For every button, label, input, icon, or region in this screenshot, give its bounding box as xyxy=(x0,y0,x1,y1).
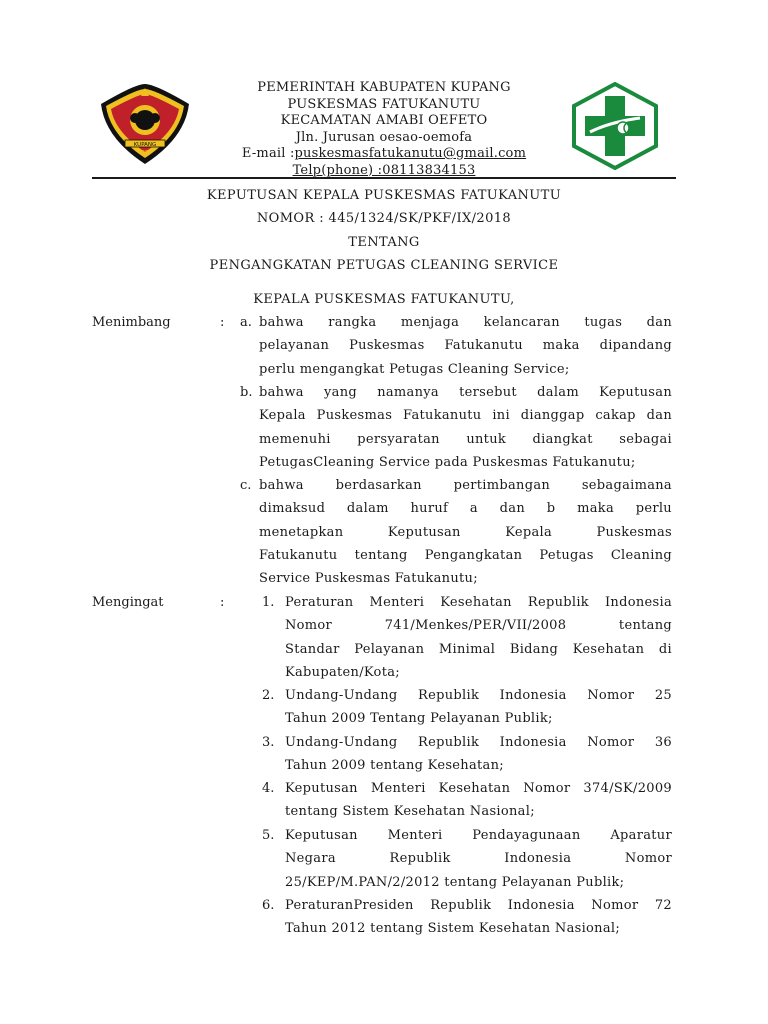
menimbang-a-line: bahwa rangka menjaga kelancaran tugas dan xyxy=(259,315,672,330)
kupang-regency-emblem-logo xyxy=(95,82,195,166)
phone-text: Telp(phone) :08113834153 xyxy=(292,162,476,178)
menimbang-c-line: Fatukanutu tentang Pengangkatan Petugas Cleaning xyxy=(259,547,672,563)
mengingat-colon: : xyxy=(220,595,225,610)
menimbang-a-line: perlu mengangkat Petugas Cleaning Service; xyxy=(259,361,570,377)
mengingat-num-3: 3. xyxy=(262,735,275,750)
menimbang-colon: : xyxy=(220,315,225,330)
left-logo-banner: KUPANG xyxy=(133,142,157,148)
mengingat-num-4: 4. xyxy=(262,781,275,796)
mengingat-5-line: Keputusan Menteri Pendayagunaan Aparatur xyxy=(285,828,672,843)
mengingat-item-5 xyxy=(285,824,672,894)
mengingat-label: Mengingat xyxy=(92,595,164,610)
letterhead-text xyxy=(210,80,558,179)
mengingat-item-6 xyxy=(285,894,672,941)
puskesmas-health-logo xyxy=(570,82,660,170)
menimbang-a-line: pelayanan Puskesmas Fatukanutu maka dipandang xyxy=(259,338,672,354)
mengingat-1-line: Nomor 741/Menkes/PER/VII/2008 tentang xyxy=(285,618,672,634)
menimbang-item-a xyxy=(259,311,672,381)
menimbang-b-line: bahwa yang namanya tersebut dalam Keputusan xyxy=(259,385,672,400)
menimbang-item-c xyxy=(259,474,672,590)
menimbang-c-line: Service Puskesmas Fatukanutu; xyxy=(259,571,478,587)
letterhead-kecamatan: KECAMATAN AMABI OEFETO xyxy=(280,113,488,128)
mengingat-4-line: tentang Sistem Kesehatan Nasional; xyxy=(285,804,535,820)
mengingat-2-line: Tahun 2009 Tentang Pelayanan Publik; xyxy=(285,711,553,727)
mengingat-6-line: Tahun 2012 tentang Sistem Kesehatan Nasional; xyxy=(285,921,621,937)
decree-number: NOMOR : 445/1324/SK/PKF/IX/2018 xyxy=(256,211,512,226)
mengingat-item-1 xyxy=(285,591,672,684)
mengingat-5-line: 25/KEP/M.PAN/2/2012 tentang Pelayanan Publik; xyxy=(285,874,625,890)
mengingat-num-1: 1. xyxy=(262,595,275,610)
menimbang-b-line: memenuhi persyaratan untuk diangkat sebagai xyxy=(259,431,672,447)
letterhead-government: PEMERINTAH KABUPATEN KUPANG xyxy=(257,80,511,95)
left-logo-year: 1958 xyxy=(138,150,152,156)
mengingat-3-line: Tahun 2009 tentang Kesehatan; xyxy=(285,758,504,774)
menimbang-b-line: PetugasCleaning Service pada Puskesmas Fatukanutu; xyxy=(259,454,636,470)
mengingat-item-3 xyxy=(285,731,672,778)
mengingat-num-6: 6. xyxy=(262,898,275,913)
letterhead-email xyxy=(210,146,558,163)
mengingat-1-line: Standar Pelayanan Minimal Bidang Kesehatan di xyxy=(285,641,672,657)
mengingat-item-4 xyxy=(285,777,672,824)
menimbang-label: Menimbang xyxy=(92,315,171,330)
decree-title: KEPUTUSAN KEPALA PUSKESMAS FATUKANUTU xyxy=(206,188,562,203)
menimbang-c-line: bahwa berdasarkan pertimbangan sebagaimana xyxy=(259,478,672,493)
letterhead-address: Jln. Jurusan oesao-oemofa xyxy=(295,129,473,145)
menimbang-c-line: dimaksud dalam huruf a dan b maka perlu xyxy=(259,501,672,517)
decree-tentang: TENTANG xyxy=(348,235,420,250)
decree-subject: PENGANGKATAN PETUGAS CLEANING SERVICE xyxy=(209,258,559,273)
issuer-heading: KEPALA PUSKESMAS FATUKANUTU, xyxy=(253,292,515,307)
mengingat-5-line: Negara Republik Indonesia Nomor xyxy=(285,851,672,867)
letterhead-puskesmas: PUSKESMAS FATUKANUTU xyxy=(287,96,481,112)
letterhead-divider xyxy=(92,177,676,179)
menimbang-item-b xyxy=(259,381,672,474)
mengingat-6-line: PeraturanPresiden Republik Indonesia Nomor 72 xyxy=(285,898,672,913)
email-label: E-mail : xyxy=(241,146,295,161)
mengingat-3-line: Undang-Undang Republik Indonesia Nomor 36 xyxy=(285,735,672,750)
mengingat-item-2 xyxy=(285,684,672,731)
menimbang-letter-c: c. xyxy=(240,478,252,493)
menimbang-c-line: menetapkan Keputusan Kepala Puskesmas xyxy=(259,524,672,540)
mengingat-2-line: Undang-Undang Republik Indonesia Nomor 25 xyxy=(285,688,672,703)
mengingat-4-line: Keputusan Menteri Kesehatan Nomor 374/SK/2009 xyxy=(285,781,672,796)
menimbang-letter-a: a. xyxy=(240,315,252,330)
mengingat-num-2: 2. xyxy=(262,688,275,703)
mengingat-1-line: Kabupaten/Kota; xyxy=(285,664,400,680)
menimbang-letter-b: b. xyxy=(240,385,253,400)
menimbang-b-line: Kepala Puskesmas Fatukanutu ini dianggap cakap dan xyxy=(259,408,672,424)
email-link[interactable]: puskesmasfatukanutu@gmail.com xyxy=(294,146,527,161)
mengingat-1-line: Peraturan Menteri Kesehatan Republik Indonesia xyxy=(285,595,672,610)
mengingat-num-5: 5. xyxy=(262,828,275,843)
